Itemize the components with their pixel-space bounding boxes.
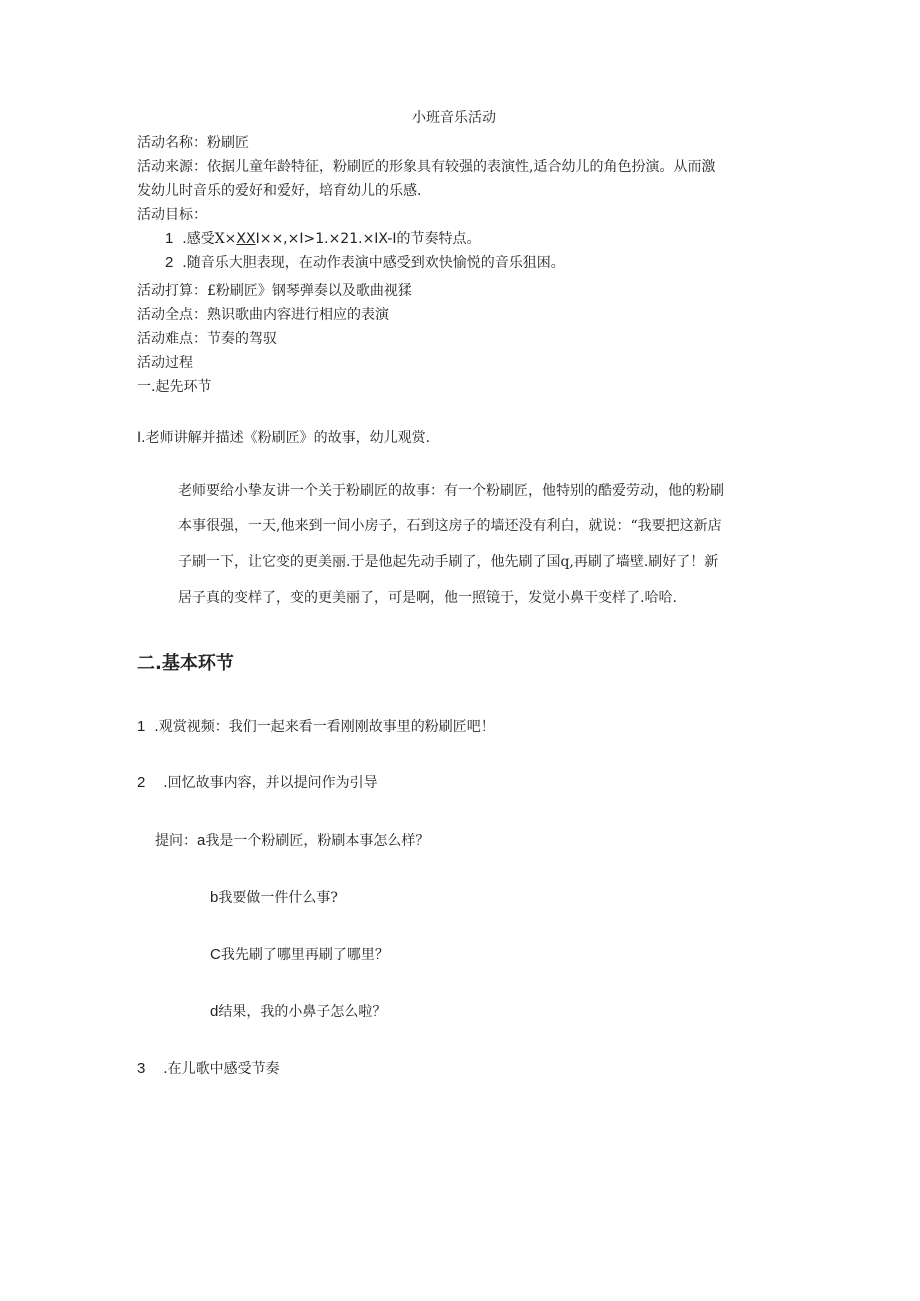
goal-1-rhythm-start: X× bbox=[214, 231, 237, 247]
activity-goals-label: 活动目标： bbox=[137, 207, 207, 223]
story-line: 老师要给小挚友讲一个关于粉刷匠的故事：有一个粉刷匠，他特别的酷爱劳动，他的粉刷 bbox=[178, 483, 724, 499]
question-d bbox=[210, 1002, 386, 1022]
question-d-letter: d bbox=[210, 1003, 219, 1020]
activity-source-line2: 发幼儿时音乐的爱好和爱好，培育幼儿的乐感. bbox=[137, 183, 422, 199]
question-c-text: 我先刷了哪里再刷了哪里？ bbox=[220, 947, 389, 963]
page-title: 小班音乐活动 bbox=[412, 110, 496, 126]
question-b-letter: b bbox=[210, 889, 219, 906]
goal-1-suffix: 的节奏特点。 bbox=[396, 231, 481, 247]
section-2-heading: 二.基本环节 bbox=[137, 653, 234, 674]
story-line: 子刷一下，让它变的更美丽.于是他起先动手刷了，他先刷了国q,再刷了墙壁.刷好了！新 bbox=[178, 554, 719, 570]
section-1-item-1 bbox=[137, 428, 430, 448]
goal-1-number: 1 bbox=[165, 230, 174, 247]
goal-2-text: .随音乐大胆表现，在动作表演中感受到欢快愉悦的音乐狙困。 bbox=[182, 255, 565, 271]
goal-2 bbox=[165, 253, 565, 273]
section-2-item-3-text: .在儿歌中感受节奏 bbox=[163, 1061, 280, 1077]
section-2-item-2 bbox=[137, 773, 378, 793]
section-2-item-2-text: .回忆故事内容，并以提问作为引导 bbox=[163, 775, 378, 791]
section-2-item-1 bbox=[137, 717, 495, 737]
question-b bbox=[210, 888, 338, 908]
question-b-text: 我要做一件什么事? bbox=[218, 890, 338, 906]
question-d-text: 结果，我的小鼻子怎么啦？ bbox=[218, 1004, 387, 1020]
section-2-item-1-number: 1 bbox=[137, 718, 146, 735]
story-line: 本事很强，一天,他来到一间小房子，石到这房子的墙还没有利白，就说：“我要把这新店 bbox=[178, 518, 722, 534]
goal-1 bbox=[165, 229, 481, 249]
activity-difficulty: 活动难点：节奏的驾驭 bbox=[137, 331, 277, 347]
activity-name: 活动名称：粉刷匠 bbox=[137, 135, 249, 151]
question-a-text: 我是一个粉刷匠，粉刷本事怎么样？ bbox=[205, 833, 430, 849]
activity-key-point: 活动全点：熟识歌曲内容进行相应的表演 bbox=[137, 307, 389, 323]
question-c bbox=[210, 945, 389, 965]
section-1-heading: 一.起先环节 bbox=[137, 379, 212, 395]
activity-prep: 活动打算：£粉刷匠》钢琴弹奏以及歌曲视猱 bbox=[137, 283, 412, 299]
section-1-item-1-number: I. bbox=[137, 430, 146, 446]
goal-1-rhythm: I××,×I>1.×21.×IX-I bbox=[255, 231, 397, 247]
activity-source-line1: 活动来源：依据儿童年龄特征，粉刷匠的形象具有较强的表演性,适合幼儿的角色扮演。从而激 bbox=[137, 159, 716, 175]
section-2-item-3-number: 3 bbox=[137, 1060, 146, 1077]
section-1-item-1-text: 老师讲解并描述《粉刷匠》的故事，幼儿观赏. bbox=[145, 430, 431, 446]
section-2-item-1-text: .观赏视频：我们一起来看一看刚刚故事里的粉刷匠吧！ bbox=[154, 719, 495, 735]
activity-process: 活动过程 bbox=[137, 355, 193, 371]
question-a-letter: a bbox=[197, 832, 206, 849]
goal-1-rhythm-underlined: XX bbox=[236, 231, 256, 247]
goal-2-number: 2 bbox=[165, 254, 174, 271]
story-line: 居子真的变样了，变的更美丽了，可是啊，他一照镜于，发觉小鼻干变样了.哈哈. bbox=[178, 590, 677, 606]
goal-1-prefix: .感受 bbox=[182, 231, 215, 247]
section-2-item-3 bbox=[137, 1059, 280, 1079]
question-prefix: 提问： bbox=[155, 833, 197, 849]
question-c-letter: C bbox=[210, 946, 221, 963]
question-a bbox=[155, 831, 429, 851]
section-2-item-2-number: 2 bbox=[137, 774, 146, 791]
